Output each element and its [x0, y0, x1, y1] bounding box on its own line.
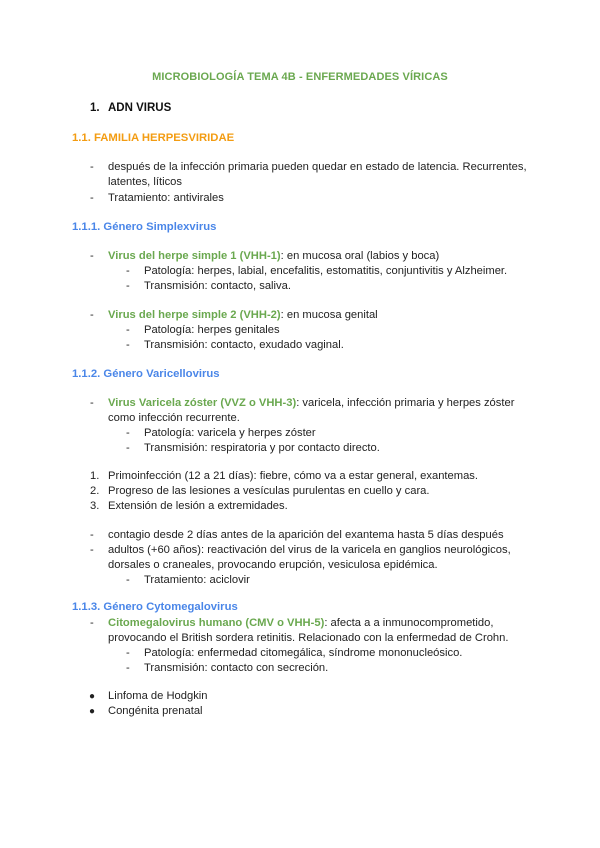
- cmv-line: [108, 616, 493, 631]
- step-text: Primoinfección (12 a 21 días): fiebre, cómo va a estar general, exantemas.: [108, 470, 478, 482]
- dash-marker: -: [126, 574, 130, 586]
- page-title: MICROBIOLOGÍA TEMA 4B - ENFERMEDADES VÍRICAS: [152, 71, 448, 83]
- dash-marker: -: [90, 397, 94, 409]
- simplex-heading: 1.1.1. Género Simplexvirus: [72, 221, 217, 233]
- vvz-treatment: Tratamiento: aciclovir: [144, 574, 250, 586]
- vvz-name: Virus Varicela zóster (VVZ o VHH-3): [108, 397, 297, 409]
- family-item-1-cont: latentes, líticos: [108, 176, 182, 188]
- step-number: 1.: [90, 470, 100, 482]
- vhh1-name: Virus del herpe simple 1 (VHH-1): [108, 250, 281, 262]
- dash-marker: -: [126, 442, 130, 454]
- step-number: 3.: [90, 500, 100, 512]
- dash-marker: -: [90, 309, 94, 321]
- step-text: Progreso de las lesiones a vesículas purulentas en cuello y cara.: [108, 485, 430, 497]
- vhh2-desc: : en mucosa genital: [280, 309, 378, 321]
- vvz-line: [108, 396, 514, 411]
- family-heading: 1.1. FAMILIA HERPESVIRIDAE: [72, 132, 235, 144]
- vvz-pathology: Patología: varicela y herpes zóster: [144, 427, 316, 439]
- varicello-heading: 1.1.2. Género Varicellovirus: [72, 368, 220, 380]
- dash-marker: -: [90, 161, 94, 173]
- section-heading: ADN VIRUS: [108, 102, 172, 114]
- bullet-marker: ●: [89, 706, 96, 717]
- vhh1-transmission: Transmisión: contacto, saliva.: [144, 280, 291, 292]
- vhh2-pathology: Patología: herpes genitales: [144, 324, 280, 336]
- bullet-hodgkin: Linfoma de Hodgkin: [108, 690, 208, 702]
- dash-marker: -: [126, 324, 130, 336]
- note-contagion: contagio desde 2 días antes de la aparición del exantema hasta 5 días después: [108, 529, 504, 541]
- dash-marker: -: [90, 250, 94, 262]
- cmv-desc: : afecta a a inmunocomprometido,: [324, 617, 494, 629]
- dash-marker: -: [126, 339, 130, 351]
- vhh1-line: [108, 249, 439, 264]
- cmv-desc-cont: provocando el British sordera retinitis. Relacionado con la enfermedad de Crohn.: [108, 632, 509, 644]
- vvz-desc-cont: como infección recurrente.: [108, 412, 240, 424]
- family-item-2: Tratamiento: antivirales: [108, 192, 224, 204]
- vhh1-pathology: Patología: herpes, labial, encefalitis, estomatitis, conjuntivitis y Alzheimer.: [144, 265, 508, 277]
- family-item-1: después de la infección primaria pueden quedar en estado de latencia. Recurrentes,: [108, 161, 527, 173]
- cmv-transmission: Transmisión: contacto con secreción.: [144, 662, 329, 674]
- dash-marker: -: [90, 192, 94, 204]
- step-text: Extensión de lesión a extremidades.: [108, 500, 288, 512]
- vvz-desc: : varicela, infección primaria y herpes zóster: [296, 397, 515, 409]
- dash-marker: -: [126, 280, 130, 292]
- cmv-name: Citomegalovirus humano (CMV o VHH-5): [108, 617, 325, 629]
- dash-marker: -: [126, 662, 130, 674]
- dash-marker: -: [90, 617, 94, 629]
- vvz-transmission: Transmisión: respiratoria y por contacto directo.: [144, 442, 380, 454]
- vhh2-name: Virus del herpe simple 2 (VHH-2): [108, 309, 281, 321]
- note-adults-cont: dorsales o craneales, provocando erupción, vesiculosa epidémica.: [108, 559, 438, 571]
- vhh2-transmission: Transmisión: contacto, exudado vaginal.: [144, 339, 344, 351]
- vhh2-line: [108, 308, 378, 323]
- dash-marker: -: [126, 647, 130, 659]
- step-number: 2.: [90, 485, 100, 497]
- bullet-congenital: Congénita prenatal: [108, 705, 203, 717]
- dash-marker: -: [90, 544, 94, 556]
- note-adults: adultos (+60 años): reactivación del virus de la varicela en ganglios neurológicos,: [108, 544, 511, 556]
- vhh1-desc: : en mucosa oral (labios y boca): [280, 250, 440, 262]
- cmv-pathology: Patología: enfermedad citomegálica, síndrome mononucleósico.: [144, 647, 463, 659]
- dash-marker: -: [126, 265, 130, 277]
- dash-marker: -: [126, 427, 130, 439]
- cyto-heading: 1.1.3. Género Cytomegalovirus: [72, 601, 238, 613]
- bullet-marker: ●: [89, 691, 96, 702]
- section-number: 1.: [90, 102, 100, 114]
- dash-marker: -: [90, 529, 94, 541]
